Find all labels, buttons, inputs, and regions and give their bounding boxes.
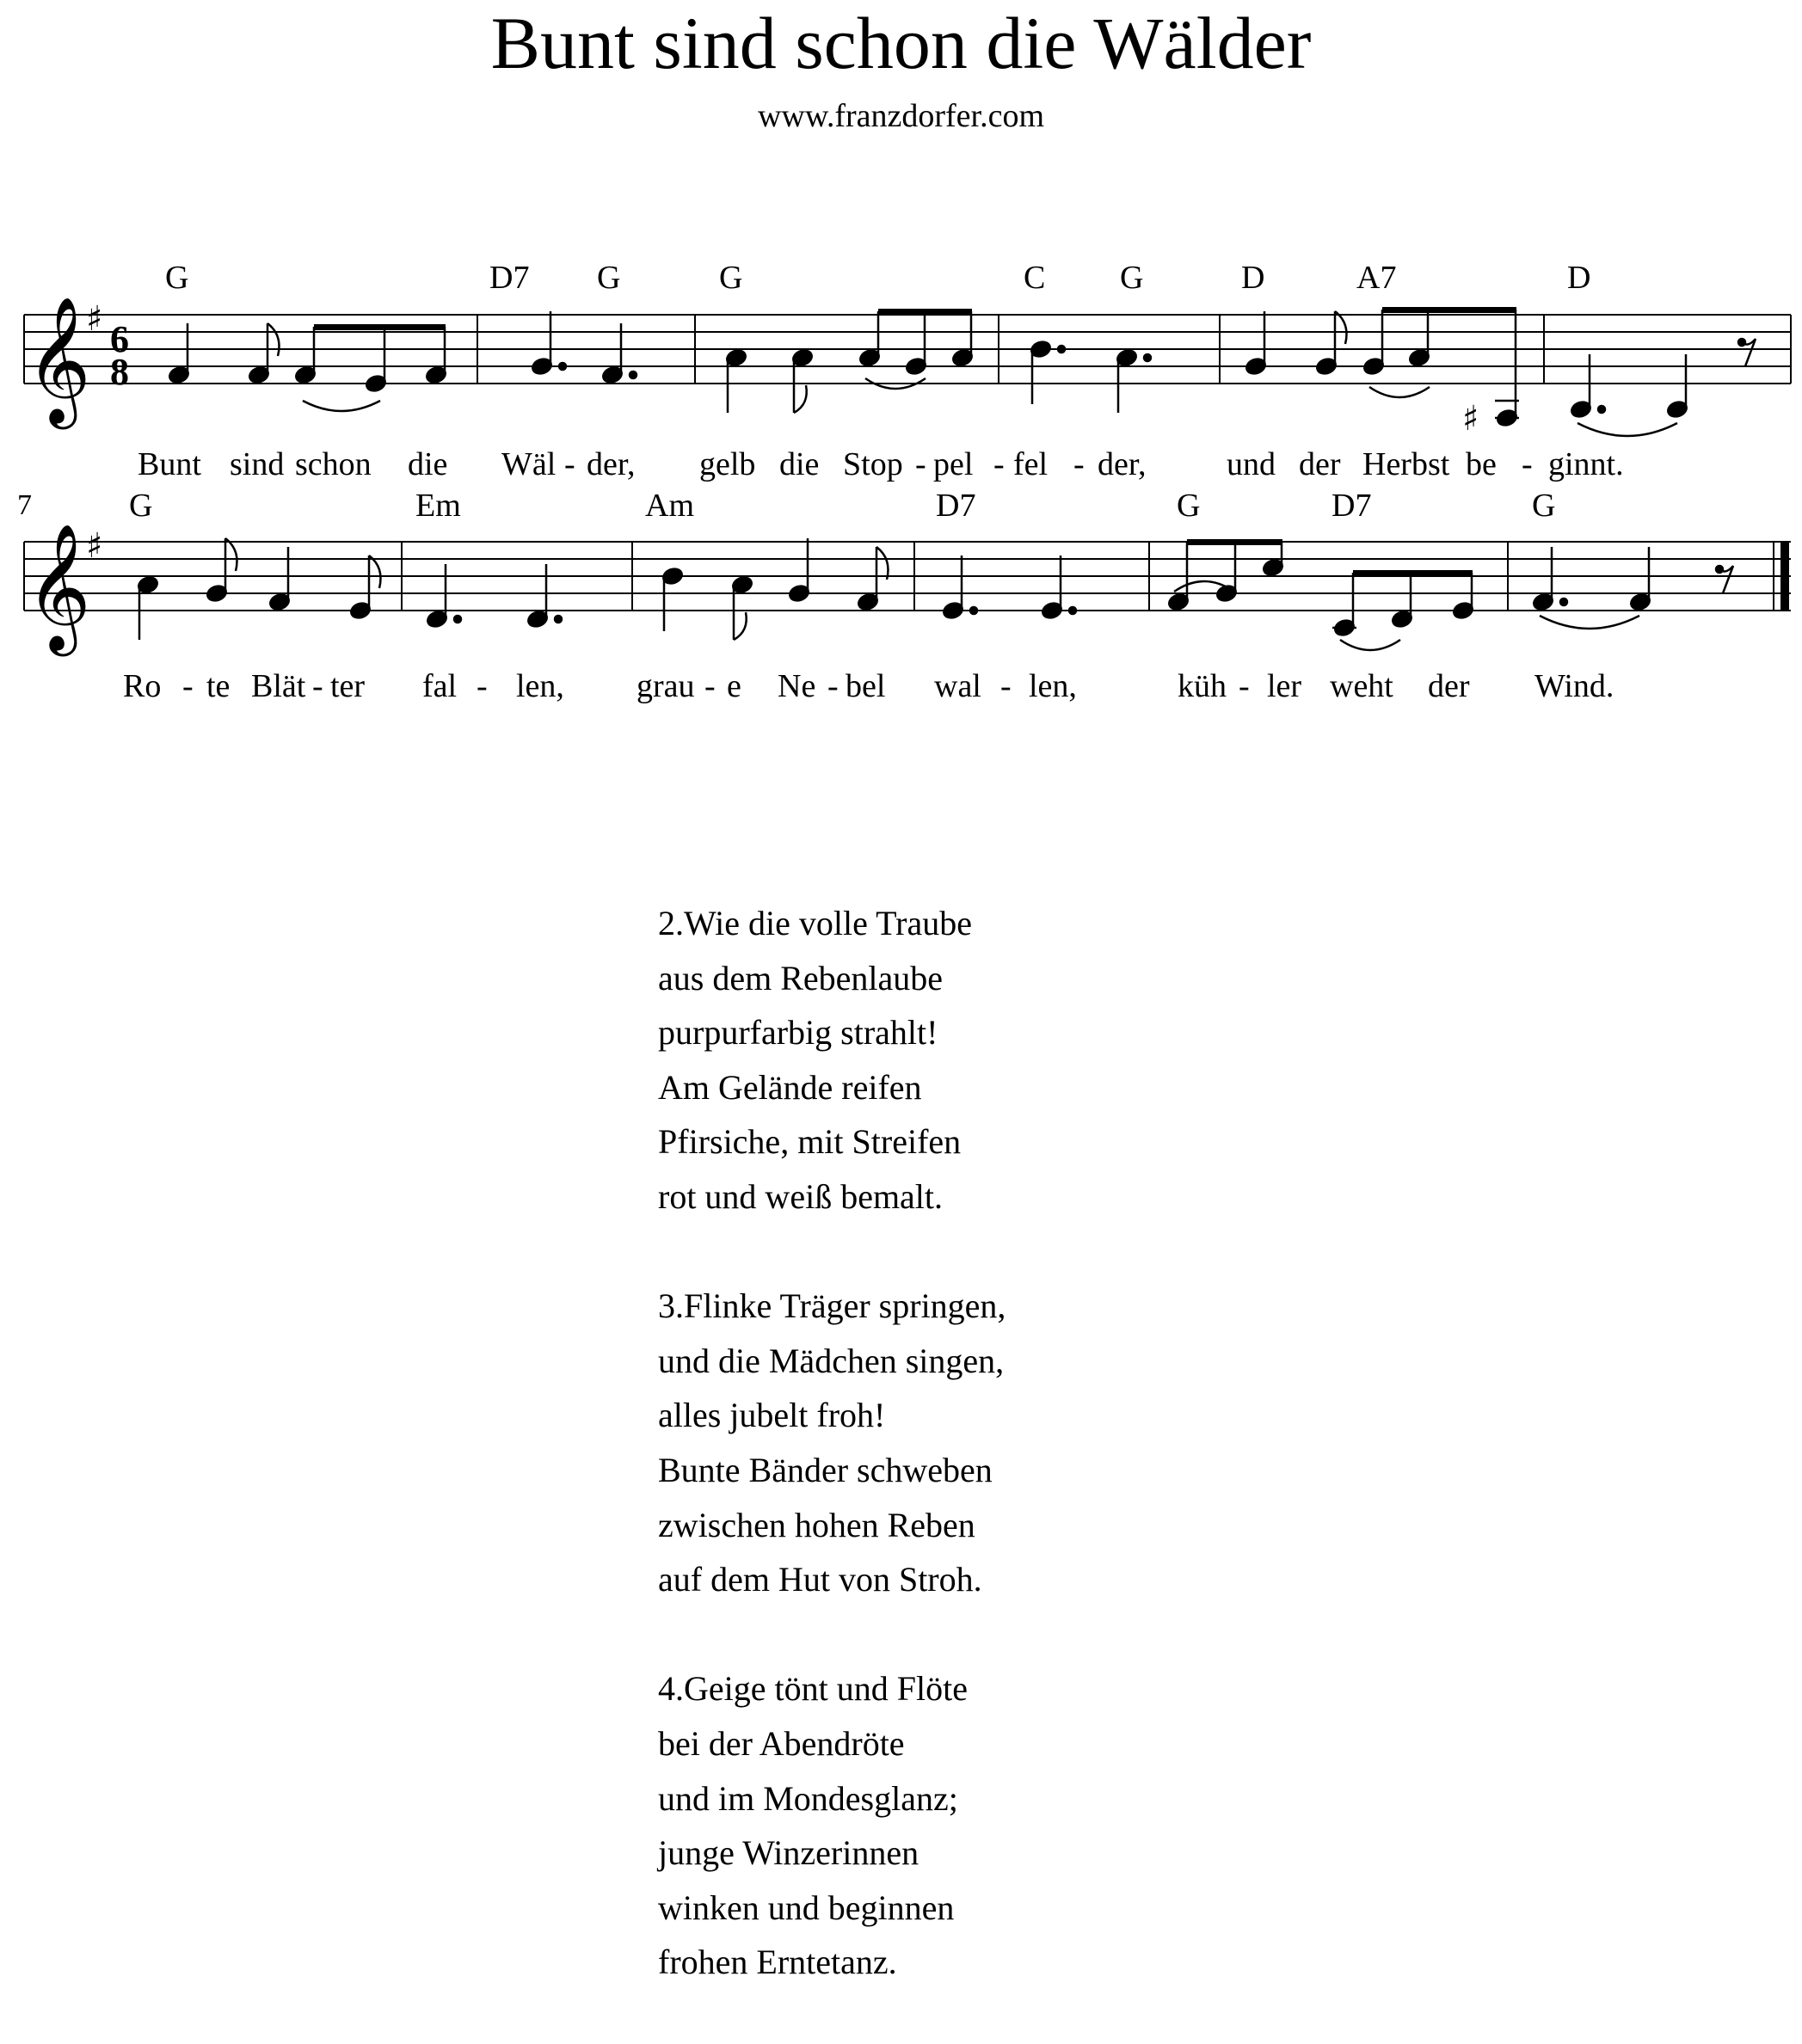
svg-text:weht: weht [1330,668,1393,704]
measure-number: 7 [17,489,32,521]
verse-line: Pfirsiche, mit Streifen [658,1122,962,1162]
chord-symbols [129,488,1555,524]
svg-text:len,: len, [1029,668,1077,704]
chord-symbol: D7 [489,260,530,296]
svg-text:Bunt: Bunt [138,446,201,482]
svg-text:-: - [1073,446,1085,482]
svg-text:Wind.: Wind. [1534,668,1614,704]
svg-text:Ro: Ro [123,668,162,704]
chord-symbol: G [719,260,743,296]
chord-symbol: G [597,260,621,296]
verse-line: winken und beginnen [658,1887,955,1927]
svg-text:Herbst: Herbst [1362,446,1450,482]
svg-text:der: der [1299,446,1341,482]
song-title: Bunt sind schon die Wälder [490,2,1312,84]
chord-symbol: D [1567,260,1591,296]
svg-text:ter: ter [330,668,366,704]
treble-clef-icon: 𝄞 [26,296,91,424]
svg-text:be: be [1466,446,1497,482]
verse-4 [658,1661,1006,1990]
chord-symbol: D7 [1332,488,1372,524]
svg-text:pel: pel [933,446,974,482]
sheet-music [0,0,1802,722]
sharp-icon: ♯ [86,299,103,339]
verse-3 [658,1279,1006,1607]
verse-line: junge Winzerinnen [658,1833,919,1873]
svg-text:-: - [1239,668,1250,704]
svg-text:wal: wal [934,668,981,704]
lyrics-line-1 [138,446,1624,482]
chord-symbol: G [1120,260,1144,296]
svg-text:fal: fal [422,668,458,704]
svg-text:schon: schon [295,446,372,482]
svg-text:Blät: Blät [251,668,306,704]
verse-line: 3.Flinke Träger springen, [658,1286,1006,1326]
chord-symbol: G [129,488,153,524]
svg-text:bel: bel [846,668,886,704]
svg-text:Stop: Stop [843,446,903,482]
chord-symbol: G [1177,488,1201,524]
verse-line: frohen Erntetanz. [658,1943,897,1982]
svg-text:und: und [1227,446,1276,482]
staff-lines [24,315,1791,384]
chord-symbol: Em [415,488,461,524]
chord-symbol: A7 [1356,260,1397,296]
svg-text:gelb: gelb [699,446,756,482]
verse-line: zwischen hohen Reben [658,1505,975,1544]
svg-text:-: - [993,446,1005,482]
svg-text:Ne: Ne [778,668,816,704]
verse-line: und die Mädchen singen, [658,1341,1005,1380]
svg-text:fel: fel [1013,446,1049,482]
verse-line: bei der Abendröte [658,1723,905,1763]
verse-line: Bunte Bänder schweben [658,1450,993,1489]
svg-text:te: te [206,668,231,704]
time-signature-numerator: 6 [110,318,129,360]
svg-text:-: - [477,668,488,704]
verse-line: rot und weiß bemalt. [658,1176,944,1216]
treble-clef-icon: 𝄞 [26,523,91,651]
svg-text:der: der [1428,668,1470,704]
verse-2 [658,896,1006,1225]
verse-line: purpurfarbig strahlt! [658,1013,938,1053]
chord-symbol: C [1024,260,1046,296]
verse-line: und im Mondesglanz; [658,1778,958,1818]
final-barline [1780,542,1789,611]
verse-line: 2.Wie die volle Traube [658,904,972,942]
verse-line: Am Gelände reifen [658,1067,922,1107]
svg-text:-: - [564,446,575,482]
verse-line: auf dem Hut von Stroh. [658,1560,982,1599]
svg-text:grau: grau [637,668,695,704]
svg-text:-: - [915,446,926,482]
svg-text:-: - [704,668,716,704]
chord-symbol: G [165,260,189,296]
svg-text:küh: küh [1178,668,1227,704]
chord-symbol: D [1241,260,1265,296]
verses-block [658,896,1006,2044]
time-signature-denominator: 8 [110,351,129,393]
svg-text:-: - [182,668,194,704]
svg-text:ginnt.: ginnt. [1548,446,1624,482]
svg-text:-: - [827,668,839,704]
svg-text:len,: len, [516,668,564,704]
chord-symbol: D7 [936,488,976,524]
website-link[interactable]: www.franzdorfer.com [757,98,1045,134]
svg-text:Wäl: Wäl [501,446,557,482]
svg-text:-: - [312,668,323,704]
verse-line: aus dem Rebenlaube [658,958,943,997]
sharp-icon: ♯ [86,526,103,566]
svg-text:der,: der, [1098,446,1147,482]
svg-text:-: - [1522,446,1533,482]
svg-text:die: die [408,446,448,482]
verse-line: 4.Geige tönt und Flöte [658,1669,968,1709]
chord-symbol: Am [645,488,694,524]
svg-text:-: - [1000,668,1012,704]
notes [168,307,1756,439]
staff-system-1 [24,260,1791,482]
sharp-icon: ♯ [1462,399,1479,439]
svg-text:ler: ler [1267,668,1302,704]
chord-symbol: G [1532,488,1556,524]
verse-line: alles jubelt froh! [658,1396,886,1435]
lyrics-line-2 [123,668,1614,704]
staff-system-2 [17,488,1791,704]
svg-text:sind: sind [230,446,285,482]
svg-text:die: die [779,446,820,482]
svg-text:e: e [727,668,741,704]
chord-symbols [165,260,1590,296]
svg-text:der,: der, [587,446,636,482]
